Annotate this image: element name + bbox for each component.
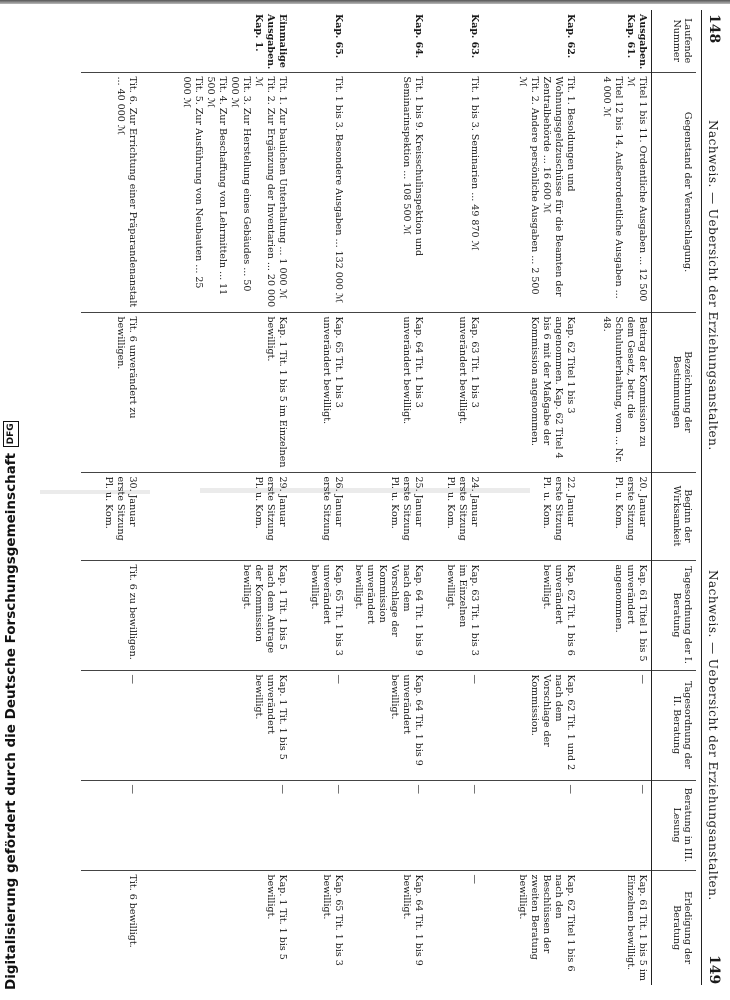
proceedings-table xyxy=(82,10,697,985)
left-page-number: 148 xyxy=(706,14,722,44)
third-reading-cell: — xyxy=(580,780,652,870)
date-cell: 29. Januar erste Sitzung Pl. u. Kom. xyxy=(142,472,292,560)
second-reading-cell: Kap. 62 Tit. 1 und 2 nach dem Vorschlage der Kommission. xyxy=(484,670,580,780)
table-row xyxy=(292,10,348,985)
second-reading-cell: Kap. 64 Tit. 1 bis 9 unverändert bewilligt. xyxy=(348,670,428,780)
decision-cell: Beitrag der Kommission zu dem Gesetz, betr. die Schulunterhaltung, vom ... Nr. 48. xyxy=(580,312,652,472)
column-header: Beginn der Wirksamkeit xyxy=(652,472,697,560)
table-row xyxy=(142,10,292,985)
third-reading-cell: — xyxy=(484,780,580,870)
date-cell: 20. Januar erste Sitzung Pl. u. Kom. xyxy=(580,472,652,560)
right-running-head: Nachweis. — Uebersicht der Erziehungsanstalten. xyxy=(706,570,720,901)
second-reading-cell: Kap. 1 Tit. 1 bis 5 unverändert bewilligt. xyxy=(142,670,292,780)
decision-cell: Kap. 64 Tit. 1 bis 3 unverändert bewilligt. xyxy=(348,312,428,472)
result-cell: Kap. 64 Tit. 1 bis 9 bewilligt. xyxy=(348,870,428,985)
digitization-note: Digitalisierung gefördert durch die Deutsche Forschungsgemeinschaft xyxy=(3,452,19,990)
date-cell: 24. Januar erste Sitzung Pl. u. Kom. xyxy=(428,472,484,560)
subject-cell: Titel 1 bis 11. Ordentliche Ausgaben ... 12 500 ℳ Titel 12 bis 14. Außerordentliche Ausgaben ... 4 000 ℳ xyxy=(580,72,652,312)
second-reading-cell: — xyxy=(428,670,484,780)
subject-cell: Tit. 1 bis 3. Seminarien ... 49 870 ℳ xyxy=(428,72,484,312)
row-label: Kap. 64. xyxy=(413,14,425,59)
first-reading-cell: Kap. 64 Tit. 1 bis 9 nach dem Vorschlage der Kommission unverändert bewilligt. xyxy=(348,560,428,670)
left-running-head: Nachweis. — Uebersicht der Erziehungsanstalten. xyxy=(706,120,720,451)
date-cell: 22. Januar erste Sitzung Pl. u. Kom. xyxy=(484,472,580,560)
header-rule xyxy=(701,10,702,985)
result-cell: Kap. 61 Tit. 1 bis 5 im Einzelnen bewilligt. xyxy=(580,870,652,985)
row-label: Einmalige Ausgaben. Kap. 1. xyxy=(253,14,289,70)
first-reading-cell: Kap. 1 Tit. 1 bis 5 nach dem Antrage der Kommission bewilligt. xyxy=(142,560,292,670)
third-reading-cell: — xyxy=(428,780,484,870)
third-reading-cell: — xyxy=(292,780,348,870)
subject-cell: Tit. 1 bis 3. Besondere Ausgaben ... 132 000 ℳ xyxy=(292,72,348,312)
table-row xyxy=(484,10,580,985)
decision-cell: Kap. 63 Tit. 1 bis 3 unverändert bewilligt. xyxy=(428,312,484,472)
page-fold-shadow xyxy=(0,0,730,4)
date-cell: 26. Januar erste Sitzung xyxy=(292,472,348,560)
row-label: Kap. 63. xyxy=(469,14,481,59)
date-cell: 30. Januar erste Sitzung Pl. u. Kom. xyxy=(82,472,142,560)
column-header: Tagesordnung der I. Beratung xyxy=(652,560,697,670)
second-reading-cell: — xyxy=(292,670,348,780)
table-row xyxy=(580,10,652,985)
column-header: Beratung in III. Lesung xyxy=(652,780,697,870)
third-reading-cell: — xyxy=(348,780,428,870)
result-cell: — xyxy=(428,870,484,985)
third-reading-cell: — xyxy=(82,780,142,870)
subject-cell: Tit. 1. Besoldungen und Wohnungsgeldzuschüsse für die Beamten der Zentralbehörde ... 16 600 ℳ Tit. 2. Andere persönliche Ausgaben ... 2 500 ℳ xyxy=(484,72,580,312)
subject-cell: Tit. 1 bis 9. Kreisschulinspektion und Seminarinspektion ... 108 500 ℳ xyxy=(348,72,428,312)
table-header-row xyxy=(652,10,697,985)
result-cell: Kap. 65 Tit. 1 bis 3 bewilligt. xyxy=(292,870,348,985)
table-row xyxy=(348,10,428,985)
column-header: Bezeichnung der Bestimmungen xyxy=(652,312,697,472)
row-label xyxy=(82,10,142,72)
gutter-smudge xyxy=(200,488,530,493)
second-reading-cell: — xyxy=(580,670,652,780)
decision-cell: Kap. 1 Tit. 1 bis 5 im Einzelnen bewilligt. xyxy=(142,312,292,472)
row-label: Kap. 65. xyxy=(333,14,345,59)
first-reading-cell: Kap. 62 Tit. 1 bis 6 unverändert bewilligt. xyxy=(484,560,580,670)
first-reading-cell: Kap. 65 Tit. 1 bis 3 unverändert bewilligt. xyxy=(292,560,348,670)
result-cell: Kap. 1 Tit. 1 bis 5 bewilligt. xyxy=(142,870,292,985)
dfg-logo: DFG xyxy=(3,421,19,447)
decision-cell: Tit. 6 unverändert zu bewilligen. xyxy=(82,312,142,472)
right-page-number: 149 xyxy=(706,955,722,985)
subject-cell: Tit. 6. Zur Errichtung einer Präparandenanstalt ... 40 000 ℳ xyxy=(82,72,142,312)
decision-cell: Kap. 65 Tit. 1 bis 3 unverändert bewilligt. xyxy=(292,312,348,472)
first-reading-cell: Kap. 63 Tit. 1 bis 3 im Einzelnen bewilligt. xyxy=(428,560,484,670)
gutter-smudge xyxy=(40,490,150,494)
column-header: Tagesordnung der II. Beratung xyxy=(652,670,697,780)
table-row xyxy=(82,10,142,985)
table-row xyxy=(428,10,484,985)
subject-cell: Tit. 1. Zur baulichen Unterhaltung ... 1 000 ℳ Tit. 2. Zur Ergänzung der Inventarien ... 20 000 ℳ Tit. 3. Zur Herstellung eines Gebäudes ... 50 000 ℳ Tit. 4. Zur Beschaffung von Lehrmitteln ... 11 500 ℳ Tit. 5. Zur Ausführung von Neubauten ... 25 000 ℳ xyxy=(142,72,292,312)
column-header: Erledigung der Beratung xyxy=(652,870,697,985)
first-reading-cell: Kap. 61 Titel 1 bis 5 unverändert angenommen. xyxy=(580,560,652,670)
digitization-footer xyxy=(0,0,22,1000)
column-header: Gegenstand der Veranschlagung. xyxy=(652,72,697,312)
column-header: Laufende Nummer xyxy=(652,10,697,72)
result-cell: Kap. 62 Titel 1 bis 6 nach den Beschlüssen der zweiten Beratung bewilligt. xyxy=(484,870,580,985)
second-reading-cell: — xyxy=(82,670,142,780)
row-label: Kap. 62. xyxy=(565,14,577,59)
result-cell: Tit. 6 bewilligt. xyxy=(82,870,142,985)
row-label: Ausgaben. Kap. 61. xyxy=(625,14,648,70)
third-reading-cell: — xyxy=(142,780,292,870)
first-reading-cell: Tit. 6 zu bewilligen. xyxy=(82,560,142,670)
date-cell: 25. Januar erste Sitzung Pl. u. Kom. xyxy=(348,472,428,560)
decision-cell: Kap. 62 Titel 1 bis 3 angenommen. Kap. 62 Titel 4 bis 6 mit der Maßgabe der Kommission angenommen. xyxy=(484,312,580,472)
